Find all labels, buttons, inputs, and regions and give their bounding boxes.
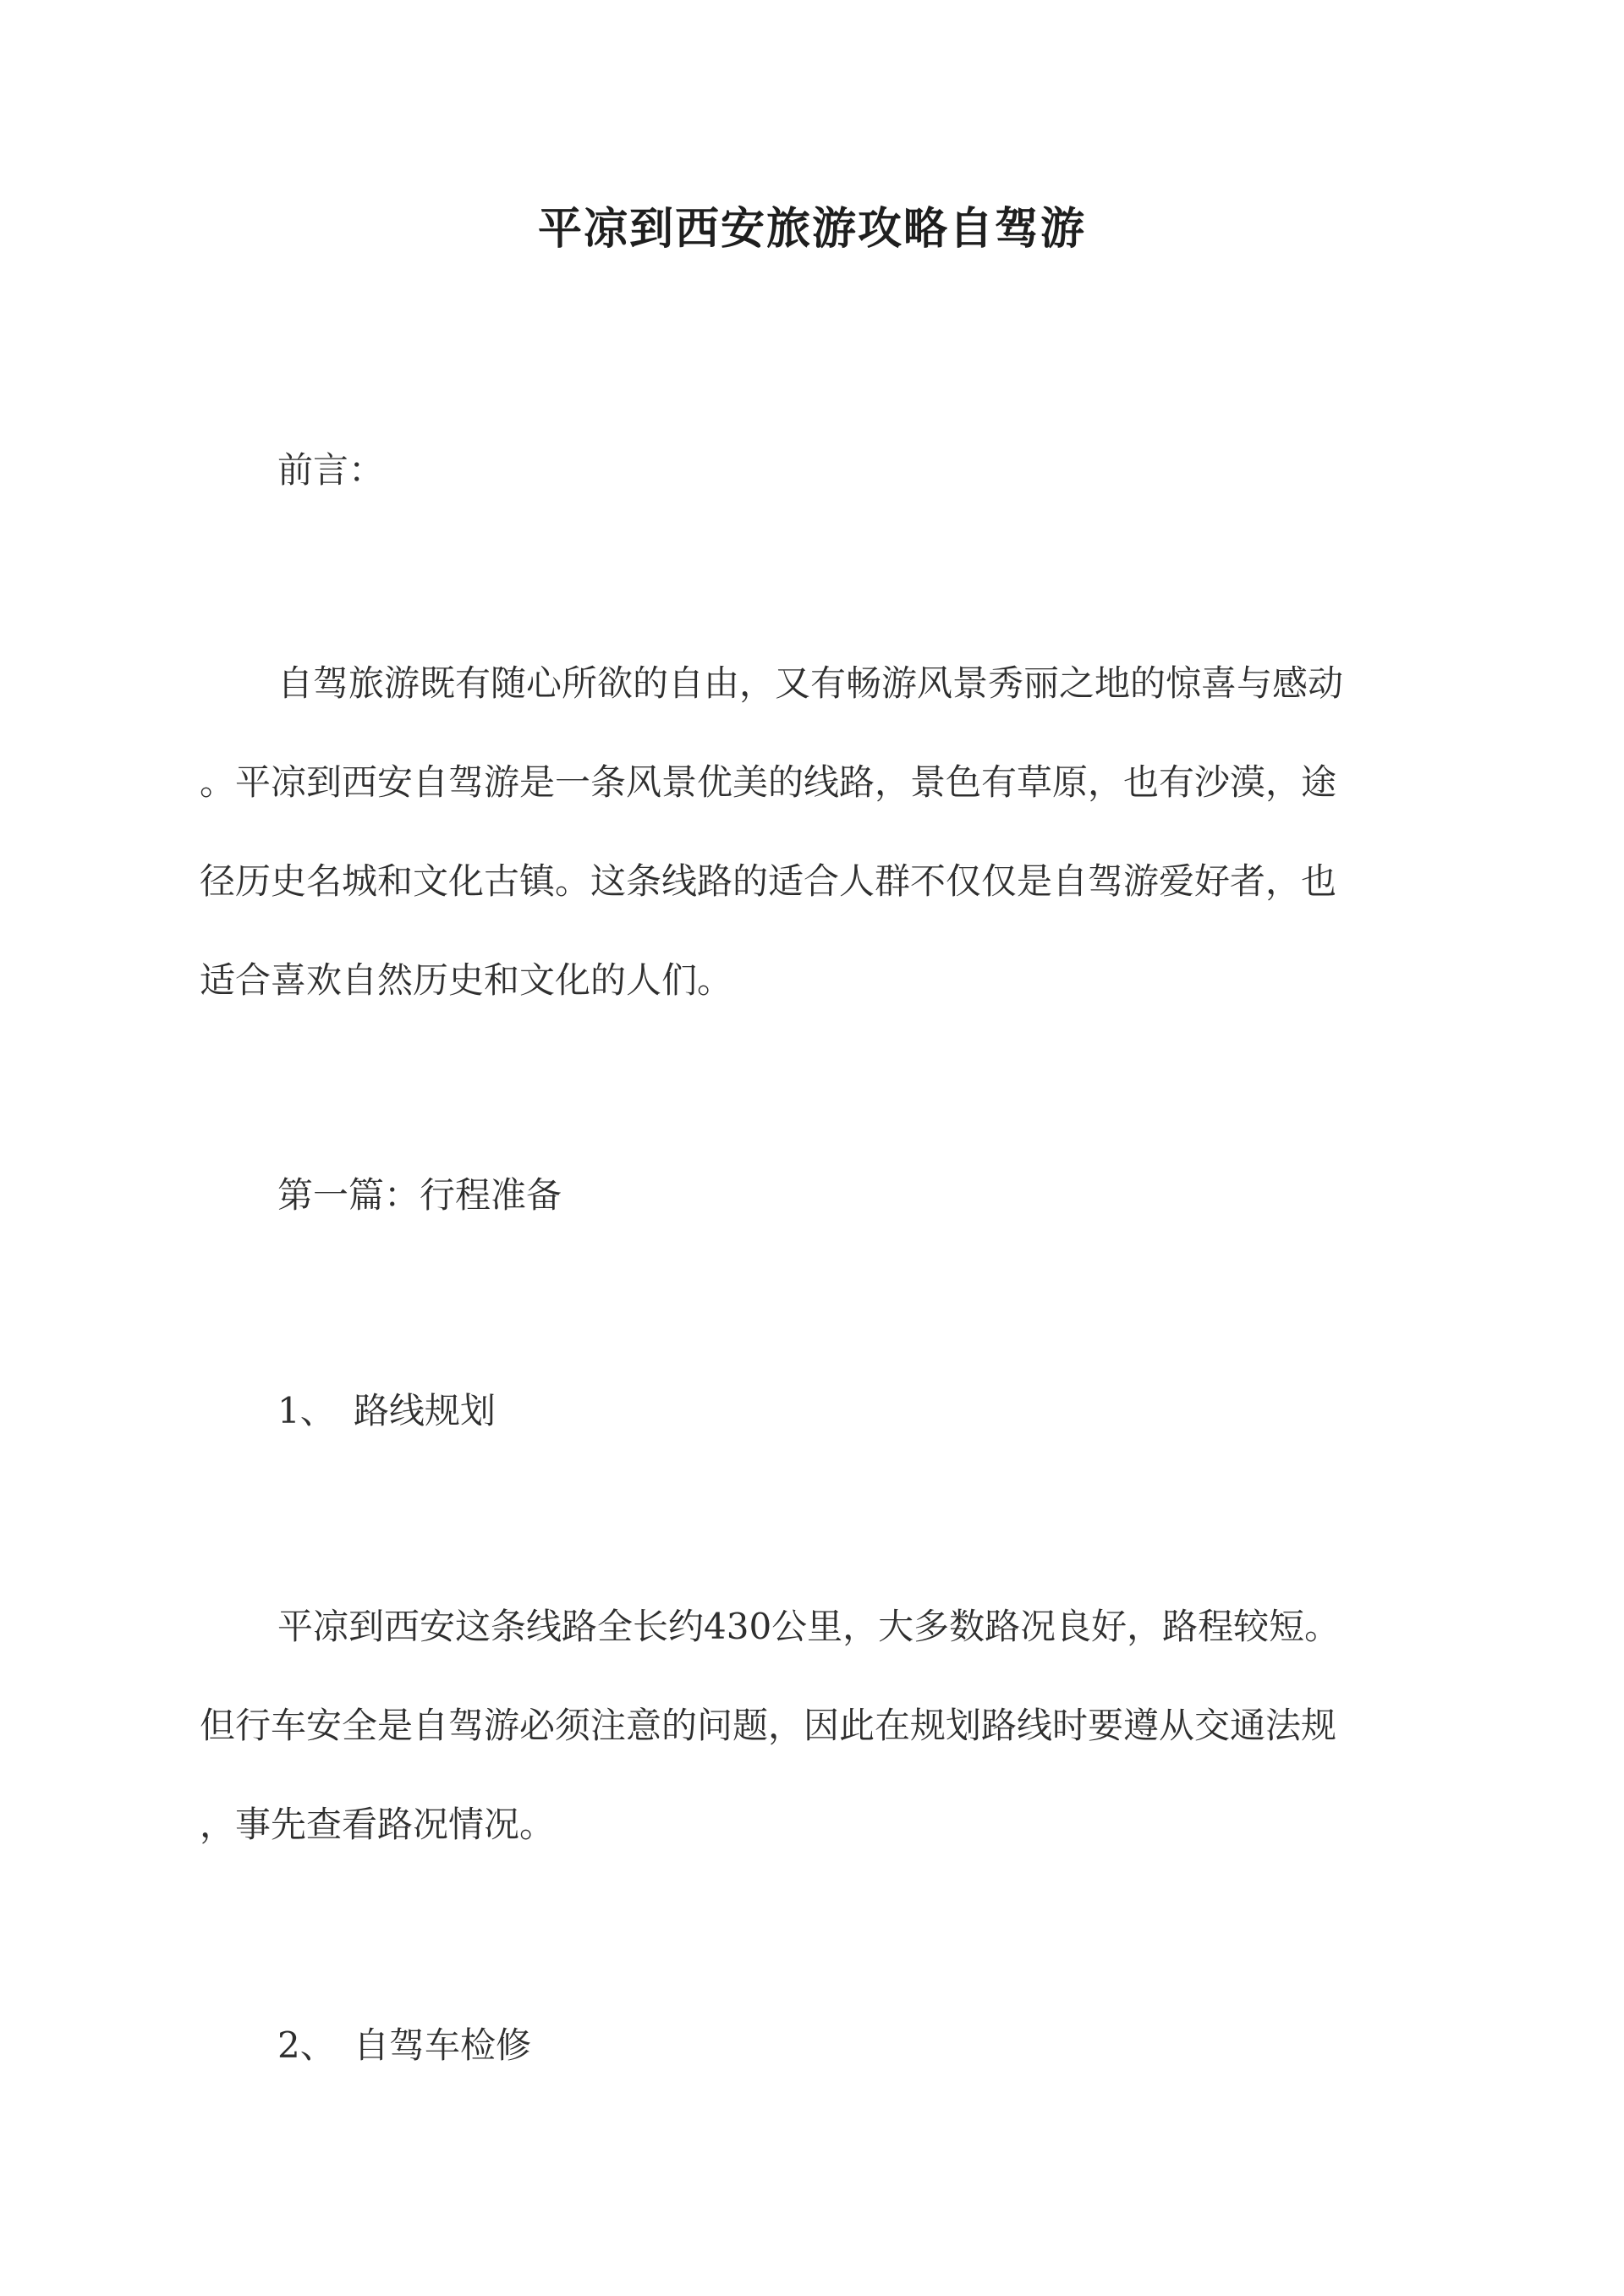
section-title: 自驾车检修 <box>354 2024 532 2066</box>
section-number: 2、 <box>277 2024 336 2066</box>
section-title: 路线规划 <box>354 1390 497 1431</box>
section-number: 1、 <box>277 1390 336 1431</box>
intro-paragraph-line: 自驾旅游既有随心所欲的自由，又有畅游风景秀丽之地的惊喜与感动 <box>277 662 1344 704</box>
intro-paragraph-line: 。平凉到西安自驾游是一条风景优美的线路，景色有草原，也有沙漠，途 <box>200 761 1337 803</box>
preface-heading: 前言： <box>277 449 385 491</box>
intro-paragraph-line: 径历史名城和文化古镇。这条线路的适合人群不仅仅是自驾游爱好者，也 <box>200 860 1337 902</box>
section-heading <box>277 2020 531 2071</box>
chapter-heading: 第一篇：行程准备 <box>277 1174 562 1216</box>
document-title: 平凉到西安旅游攻略自驾游 <box>537 203 1086 255</box>
section-heading <box>277 1386 496 1436</box>
intro-paragraph-line: 适合喜欢自然历史和文化的人们。 <box>200 959 733 1001</box>
section-paragraph-line: 平凉到西安这条线路全长约430公里，大多数路况良好，路程较短。 <box>277 1606 1341 1647</box>
section-paragraph-line: 但行车安全是自驾游必须注意的问题，因此在规划路线时要遵从交通法规 <box>200 1705 1337 1746</box>
section-paragraph-line: ，事先查看路况情况。 <box>200 1804 556 1845</box>
